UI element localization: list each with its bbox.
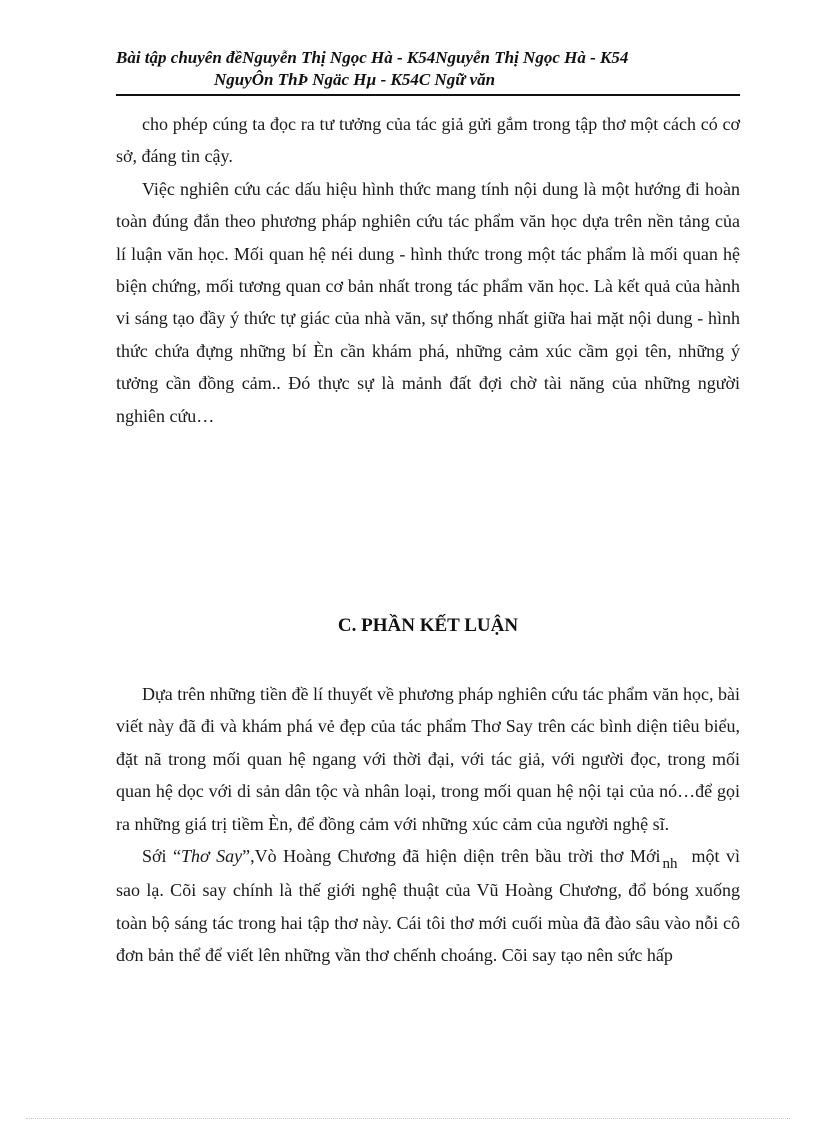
stray-fragment: nh [662,856,678,873]
work-title: Thơ Say [181,846,243,867]
section-title: C. PHẦN KẾT LUẬN [337,615,519,636]
paragraph-4-mid: ”,Vò Hoàng Chương đã hiện diện trên bầu trời thơ Mới [242,846,661,867]
paragraph-4-rest: một vì sao lạ. Cõi say chính là thế giới nghệ thuật của Vũ Hoàng Chương, đổ bóng xuống toàn bộ sáng tác trong hai tập thơ này. Cái tôi thơ mới cuối mùa đã đào sâu vào nỗi cô đơn bản thể để viết lên những vần thơ chếnh choáng. Cõi say tạo nên sức hấp [116,846,740,966]
header-divider [116,94,740,96]
text-block-2 [116,678,740,972]
page-header [116,47,740,91]
paragraph-4-start: Sới “ [142,846,182,867]
paragraph-3: Dựa trên những tiền đề lí thuyết về phương pháp nghiên cứu tác phẩm văn học, bài viết này đã đi và khám phá vẻ đẹp của tác phẩm Thơ Say trên các bình diện tiêu biểu, đặt nã trong mối quan hệ ngang với thời đại, với tác giả, với người đọc, trong mối quan hệ dọc với di sản dân tộc và nhân loại, trong mối quan hệ nội tại của nó…để gọi ra những giá trị tiềm Èn, để đồng cảm với những xúc cảm của người nghệ sĩ. [116,684,740,834]
paragraph-4 [116,840,740,972]
paragraph-1: cho phép cúng ta đọc ra tư tưởng của tác giả gửi gắm trong tập thơ một cách có cơ sở, đáng tin cậy. [116,114,740,167]
header-line-1: Bài tập chuyên đềNguyễn Thị Ngọc Hà - K54Nguyễn Thị Ngọc Hà - K54 [116,48,629,67]
paragraph-2: Việc nghiên cứu các dấu hiệu hình thức mang tính nội dung là một hướng đi hoàn toàn đúng đắn theo phương pháp nghiên cứu tác phẩm văn học dựa trên nền tảng của lí luận văn học. Mối quan hệ néi dung - hình thức trong một tác phẩm là mối quan hệ biện chứng, mối tương quan cơ bản nhất trong tác phẩm văn học. Là kết quả của hành vi sáng tạo đầy ý thức tự giác của nhà văn, sự thống nhất giữa hai mặt nội dung - hình thức chứa đựng những bí Èn cần khám phá, những cảm xúc cầm gọi tên, những ý tưởng cần đồng cảm.. Đó thực sự là mảnh đất đợi chờ tài năng của những người nghiên cứu… [116,178,740,426]
text-block-1 [116,108,740,432]
page-bottom-border [26,1118,790,1119]
header-line-2: NguyÔn ThÞ Ngäc Hµ - K54C Ngữ văn [214,70,496,89]
